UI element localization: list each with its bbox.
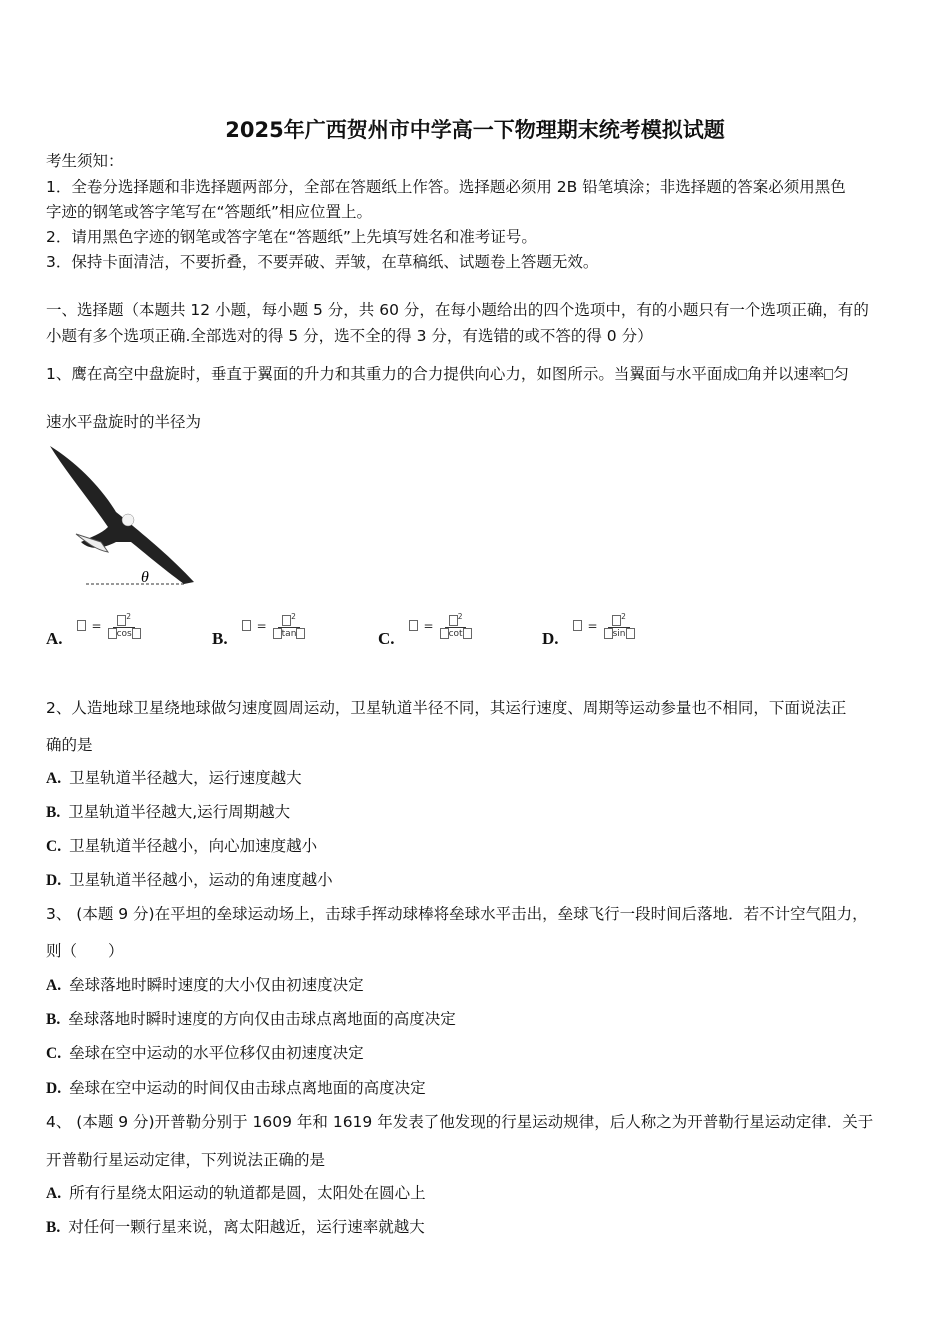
option-letter: D.	[542, 629, 559, 648]
q3-option-a[interactable]: A. 垒球落地时瞬时速度的大小仅由初速度决定	[46, 976, 364, 994]
question-2-stem: 确的是	[46, 736, 93, 754]
question-4-stem: 开普勒行星运动定律，下列说法正确的是	[46, 1151, 326, 1169]
formula: = $\frac{^2}{\sin}$	[573, 612, 635, 639]
q1-option-a[interactable]	[46, 612, 141, 649]
q1-text: 1、鹰在高空中盘旋时，垂直于翼面的升力和其重力的合力提供向心力，如图所示。当翼面与水平面成	[46, 365, 738, 383]
q1-option-c[interactable]	[378, 612, 472, 649]
option-letter: C.	[378, 629, 395, 648]
formula: = $\frac{^2}{\tan}$	[242, 612, 306, 639]
q2-option-d[interactable]: D. 卫星轨道半径越小，运动的角速度越小	[46, 871, 333, 889]
notice-line: 1．全卷分选择题和非选择题两部分，全部在答题纸上作答。选择题必须用 2B 铅笔填涂；非选择题的答案必须用黑色	[46, 178, 846, 196]
q2-option-a[interactable]: A. 卫星轨道半径越大，运行速度越大	[46, 769, 302, 787]
theta-label: θ	[141, 569, 149, 586]
question-1-stem	[46, 364, 849, 384]
question-3-stem: 则（ ）	[46, 942, 124, 960]
question-4-stem: 4、 (本题 9 分)开普勒分别于 1609 年和 1619 年发表了他发现的行星运动规律，后人称之为开普勒行星运动定律．关于	[46, 1113, 874, 1131]
notice-line: 2．请用黑色字迹的钢笔或答字笔在“答题纸”上先填写姓名和准考证号。	[46, 228, 537, 246]
q3-option-b[interactable]: B. 垒球落地时瞬时速度的方向仅由击球点离地面的高度决定	[46, 1010, 456, 1028]
q2-option-c[interactable]: C. 卫星轨道半径越小，向心加速度越小	[46, 837, 318, 855]
formula: = $\frac{^2}{\cos}$	[77, 612, 141, 639]
page-title: 2025年广西贺州市中学高一下物理期末统考模拟试题	[225, 118, 725, 142]
eagle-figure	[46, 442, 196, 590]
q1-text: 匀	[833, 365, 849, 383]
question-2-stem: 2、人造地球卫星绕地球做匀速度圆周运动，卫星轨道半径不同，其运行速度、周期等运动参量也不相同，下面说法正	[46, 699, 847, 717]
q1-option-b[interactable]	[212, 612, 305, 649]
option-letter: A.	[46, 629, 63, 648]
q1-option-d[interactable]	[542, 612, 635, 649]
theta-placeholder-icon	[738, 369, 747, 380]
q3-option-d[interactable]: D. 垒球在空中运动的时间仅由击球点离地面的高度决定	[46, 1079, 426, 1097]
option-letter: B.	[212, 629, 228, 648]
q4-option-b[interactable]: B. 对任何一颗行星来说，离太阳越近，运行速率就越大	[46, 1218, 425, 1236]
question-1-stem: 速水平盘旋时的半径为	[46, 413, 202, 431]
notice-heading: 考生须知：	[46, 152, 124, 170]
formula: = $\frac{^2}{\cot}$	[409, 612, 472, 639]
q1-text: 角并以速率	[746, 365, 825, 383]
notice-line: 字迹的钢笔或答字笔写在“答题纸”相应位置上。	[46, 203, 373, 221]
q3-option-c[interactable]: C. 垒球在空中运动的水平位移仅由初速度决定	[46, 1044, 364, 1062]
question-3-stem: 3、 (本题 9 分)在平坦的垒球运动场上，击球手挥动球棒将垒球水平击出，垒球飞行一段时间后落地．若不计空气阻力，	[46, 905, 868, 923]
section-instructions: 小题有多个选项正确.全部选对的得 5 分，选不全的得 3 分，有选错的或不答的得 0 分）	[46, 327, 653, 345]
q2-option-b[interactable]: B. 卫星轨道半径越大,运行周期越大	[46, 803, 291, 821]
section-instructions: 一、选择题（本题共 12 小题，每小题 5 分，共 60 分，在每小题给出的四个选项中，有的小题只有一个选项正确，有的	[46, 301, 869, 319]
q4-option-a[interactable]: A. 所有行星绕太阳运动的轨道都是圆，太阳处在圆心上	[46, 1184, 426, 1202]
notice-line: 3．保持卡面清洁，不要折叠，不要弄破、弄皱，在草稿纸、试题卷上答题无效。	[46, 253, 599, 271]
